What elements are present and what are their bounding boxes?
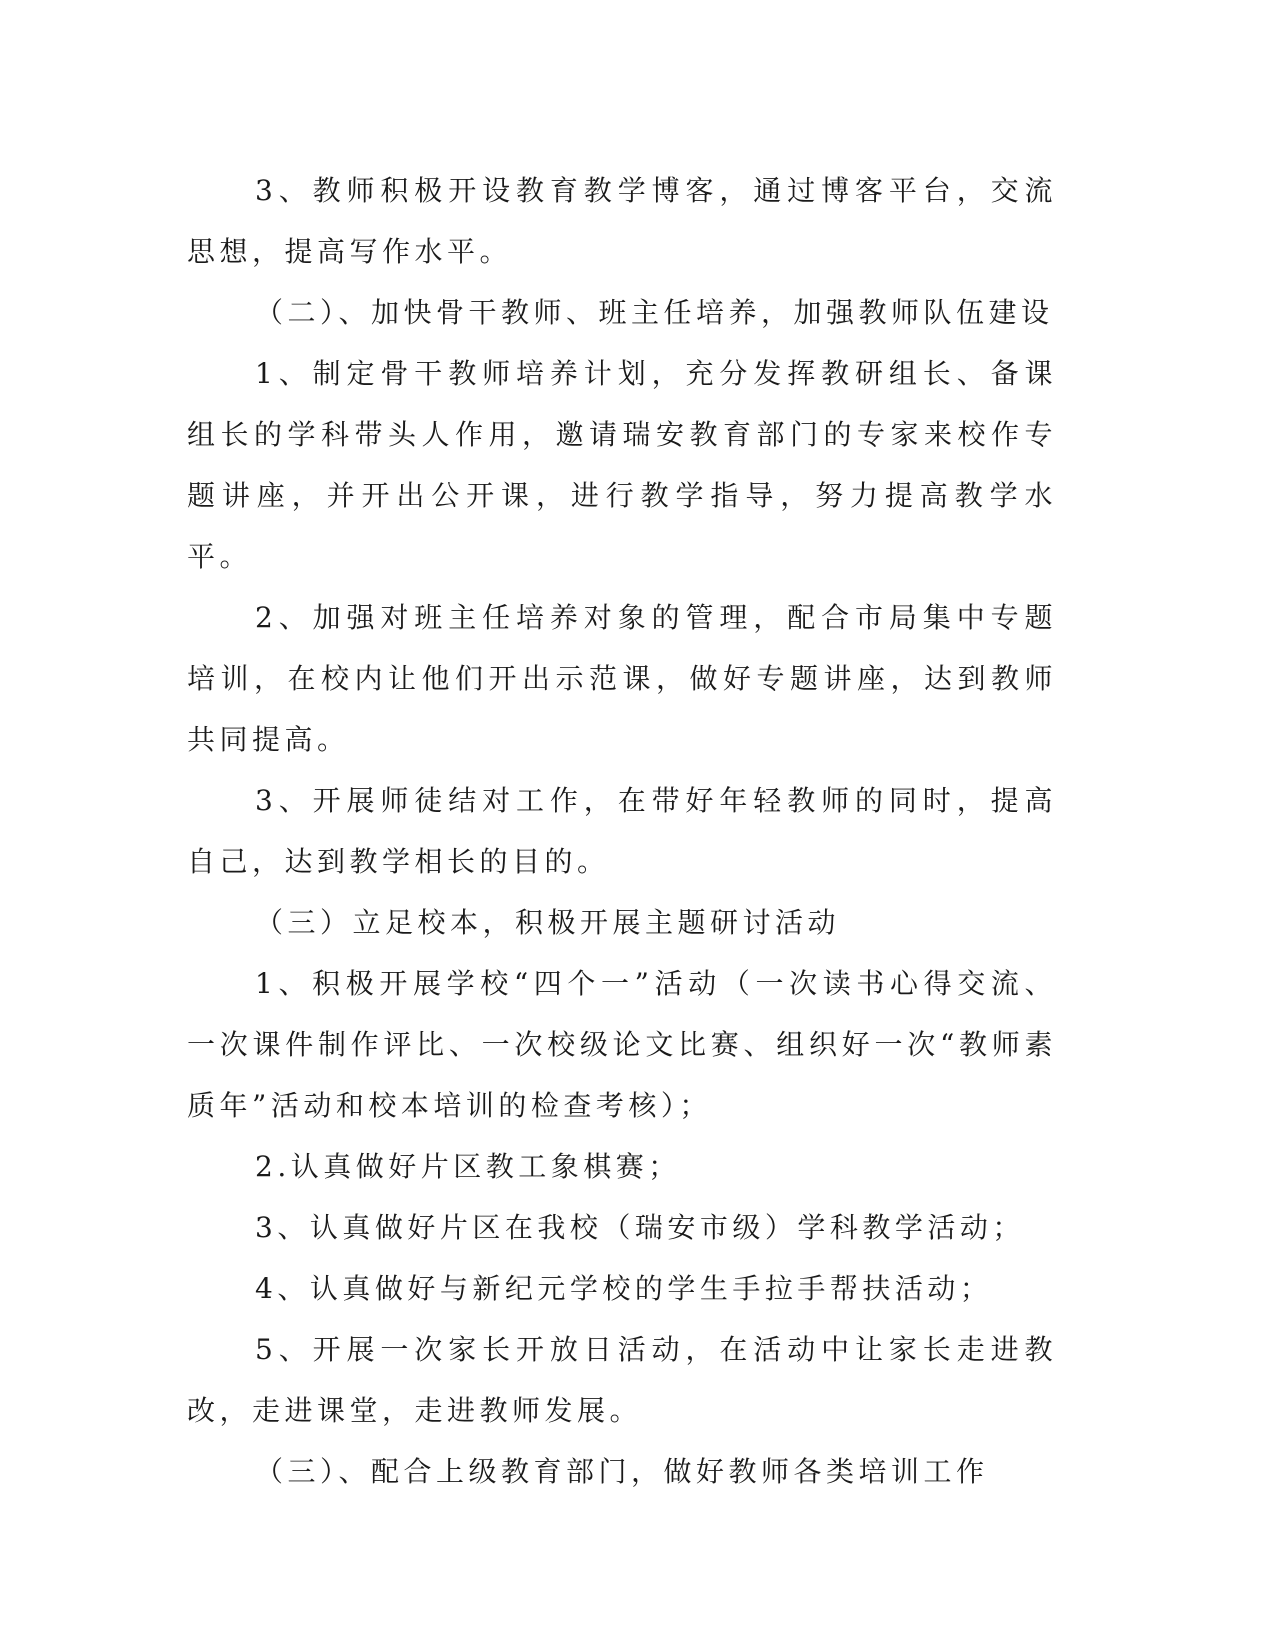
list-item-head-teacher: 2、加强对班主任培养对象的管理，配合市局集中专题培训，在校内让他们开出示范课，做好专题讲座，达到教师共同提高。 <box>187 601 1057 756</box>
list-item-open-day: 5、开展一次家长开放日活动，在活动中让家长走进教改，走进课堂，走进教师发展。 <box>187 1333 1057 1427</box>
list-item-mentoring: 3、开展师徒结对工作，在带好年轻教师的同时，提高自己，达到教学相长的目的。 <box>187 784 1057 878</box>
list-item-hand-in-hand: 4、认真做好与新纪元学校的学生手拉手帮扶活动； <box>255 1272 993 1305</box>
section-heading-training: （三）、配合上级教育部门，做好教师各类培训工作 <box>255 1455 989 1488</box>
list-item-subject-activity: 3、认真做好片区在我校（瑞安市级）学科教学活动； <box>255 1211 1025 1244</box>
list-item-blog: 3、教师积极开设教育教学博客，通过博客平台，交流思想，提高写作水平。 <box>187 174 1057 268</box>
document-body <box>187 160 1057 1502</box>
list-item-four-ones: 1、积极开展学校“四个一”活动（一次读书心得交流、一次课件制作评比、一次校级论文比赛、组织好一次“教师素质年”活动和校本培训的检查考核）； <box>187 967 1057 1122</box>
section-heading-school-based: （三）立足校本，积极开展主题研讨活动 <box>255 906 841 939</box>
list-item-chess: 2.认真做好片区教工象棋赛； <box>255 1150 681 1183</box>
section-heading-backbone-teachers: （二）、加快骨干教师、班主任培养，加强教师队伍建设 <box>255 296 1054 329</box>
list-item-training-plan: 1、制定骨干教师培养计划，充分发挥教研组长、备课组长的学科带头人作用，邀请瑞安教育部门的专家来校作专题讲座，并开出公开课，进行教学指导，努力提高教学水平。 <box>187 357 1057 573</box>
